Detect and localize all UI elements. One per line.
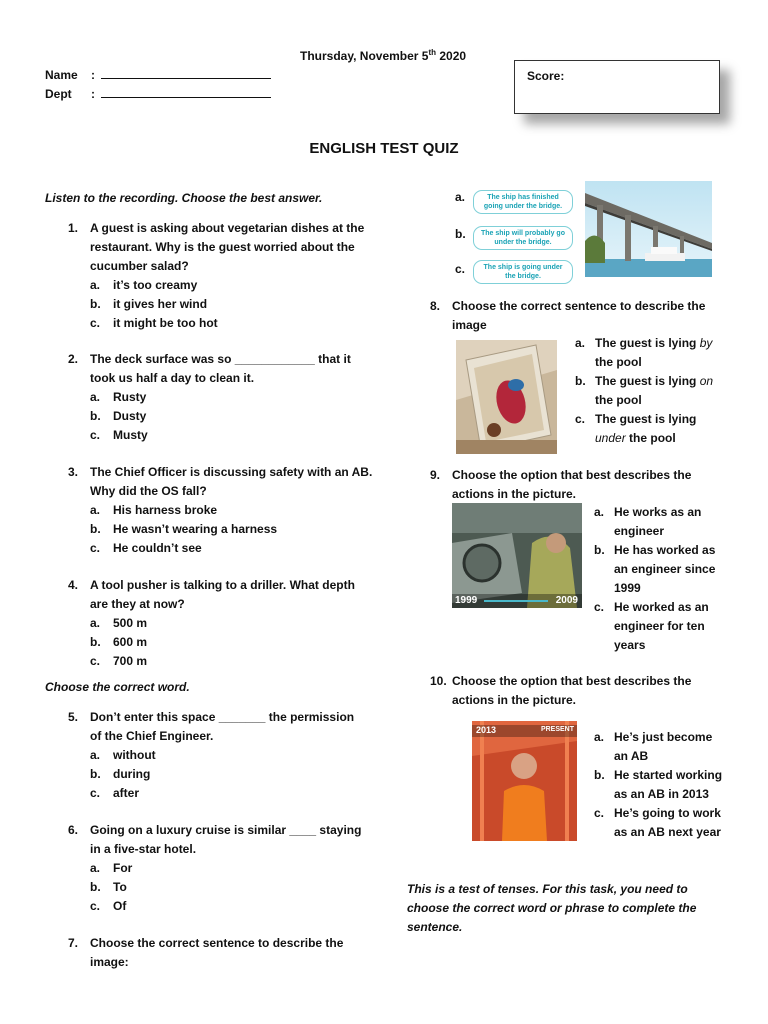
question-8 <box>430 297 730 335</box>
question-number: 4. <box>68 578 79 592</box>
question-stem-line: in a five-star hotel. <box>90 842 197 856</box>
answer-option[interactable] <box>68 276 388 295</box>
option-text-line: He has worked as <box>614 543 716 557</box>
option-text: Dusty <box>113 409 147 423</box>
option-text: To <box>113 880 127 894</box>
dept-colon: : <box>91 87 95 101</box>
question-number: 1. <box>68 221 79 235</box>
option-letter: c. <box>594 806 605 820</box>
question-number: 2. <box>68 352 79 366</box>
timeline-start-label: 2013 <box>476 725 497 735</box>
option-letter: a. <box>594 505 605 519</box>
answer-option[interactable] <box>68 295 388 314</box>
emphasized-word: on <box>699 374 714 388</box>
answer-option[interactable] <box>68 859 388 878</box>
instruction-correct-word: Choose the correct word. <box>45 680 190 694</box>
option-letter: b. <box>90 635 101 649</box>
question-number: 8. <box>430 299 441 313</box>
option-text: 600 m <box>113 635 148 649</box>
answer-option[interactable] <box>68 520 388 539</box>
option-text-line: He works as an <box>614 505 702 519</box>
option-letter: c. <box>90 541 101 555</box>
option-text: the pool <box>595 393 642 407</box>
answer-option[interactable] <box>594 728 744 766</box>
date-year: 2020 <box>436 49 467 63</box>
note-line: sentence. <box>407 920 463 934</box>
answer-option[interactable] <box>68 388 388 407</box>
answer-option[interactable] <box>68 539 388 558</box>
pool-guest-image <box>456 340 557 454</box>
answer-option[interactable] <box>594 503 734 541</box>
question-stem-line: cucumber salad? <box>90 259 189 273</box>
option-text: after <box>113 786 140 800</box>
quiz-title: ENGLISH TEST QUIZ <box>309 140 459 157</box>
question-number: 5. <box>68 710 79 724</box>
note-line: This is a test of tenses. For this task, you need to <box>407 882 688 896</box>
option-text: He couldn’t see <box>113 541 202 555</box>
timeline-start-label: 1999 <box>455 595 478 606</box>
answer-option[interactable] <box>68 746 388 765</box>
option-text: The guest is lying <box>595 336 700 350</box>
question-number: 7. <box>68 936 79 950</box>
score-label: Score: <box>527 69 565 83</box>
question-3 <box>68 463 388 558</box>
question-number: 3. <box>68 465 79 479</box>
question-1 <box>68 219 388 333</box>
question-stem-line: restaurant. Why is the guest worried about the <box>90 240 355 254</box>
question-stem-line: of the Chief Engineer. <box>90 729 214 743</box>
option-text: Musty <box>113 428 148 442</box>
question-2 <box>68 350 388 445</box>
option-text: 500 m <box>113 616 148 630</box>
q7-option-b-box[interactable]: The ship will probably go under the bridge. <box>473 226 573 250</box>
answer-option[interactable] <box>68 614 388 633</box>
option-text-line <box>595 391 725 410</box>
emphasized-word: by <box>699 336 713 350</box>
name-field <box>45 67 271 82</box>
answer-option[interactable] <box>68 784 388 803</box>
q7-option-letter-a: a. <box>455 190 466 204</box>
option-text: during <box>113 767 151 781</box>
answer-option[interactable] <box>68 501 388 520</box>
option-text-line <box>595 372 725 391</box>
option-letter: a. <box>594 730 605 744</box>
option-letter: b. <box>594 768 605 782</box>
q10-options <box>594 728 744 842</box>
option-letter: b. <box>90 297 101 311</box>
q7-option-a-box[interactable]: The ship has finished going under the bridge. <box>473 190 573 214</box>
option-text-line: He’s just become <box>614 730 713 744</box>
question-stem-line: Choose the option that best describes the <box>452 674 692 688</box>
timeline-end-label: PRESENT <box>540 726 574 733</box>
option-text: His harness broke <box>113 503 218 517</box>
question-5 <box>68 708 388 803</box>
option-text-line: an AB <box>614 749 649 763</box>
option-text-line: as an AB next year <box>614 825 721 839</box>
option-letter: a. <box>90 278 101 292</box>
question-7 <box>68 934 388 972</box>
answer-option[interactable] <box>575 410 725 448</box>
answer-option[interactable] <box>68 652 388 671</box>
q7-option-c-box[interactable]: The ship is going under the bridge. <box>473 260 573 284</box>
date-suffix: th <box>428 48 437 57</box>
q8-options <box>575 334 725 448</box>
date-text: Thursday, November 5 <box>300 49 429 63</box>
dept-blank[interactable] <box>101 86 271 98</box>
answer-option[interactable] <box>68 407 388 426</box>
question-stem-line: A guest is asking about vegetarian dishes at the <box>90 221 365 235</box>
option-letter: c. <box>90 654 101 668</box>
option-letter: b. <box>575 374 586 388</box>
option-text: the pool <box>595 355 642 369</box>
option-letter: b. <box>90 522 101 536</box>
option-text-line: He worked as an <box>614 600 709 614</box>
option-text: Rusty <box>113 390 147 404</box>
option-text: He wasn’t wearing a harness <box>113 522 278 536</box>
q7-option-letter-c: c. <box>455 262 466 276</box>
question-6 <box>68 821 388 916</box>
option-letter: c. <box>90 786 101 800</box>
option-letter: c. <box>90 316 101 330</box>
test-date <box>300 48 466 63</box>
answer-option[interactable] <box>575 372 725 410</box>
option-text-line: He started working <box>614 768 723 782</box>
bridge-image <box>585 181 712 277</box>
option-letter: b. <box>90 880 101 894</box>
option-text: The guest is lying <box>595 374 700 388</box>
question-stem-line: A tool pusher is talking to a driller. What depth <box>90 578 355 592</box>
instruction-listening: Listen to the recording. Choose the best answer. <box>45 191 323 205</box>
score-box[interactable] <box>514 60 720 114</box>
question-stem-line: Going on a luxury cruise is similar ____ staying <box>90 823 362 837</box>
answer-option[interactable] <box>68 314 388 333</box>
engineer-image <box>452 503 582 608</box>
question-number: 6. <box>68 823 79 837</box>
question-stem-line: are they at now? <box>90 597 185 611</box>
tenses-note <box>407 880 747 937</box>
question-stem-line: The Chief Officer is discussing safety with an AB. <box>90 465 373 479</box>
option-letter: b. <box>594 543 605 557</box>
answer-option[interactable] <box>594 598 734 655</box>
option-text: the pool <box>625 431 676 445</box>
option-letter: a. <box>90 616 101 630</box>
answer-option[interactable] <box>575 334 725 372</box>
name-label: Name <box>45 68 78 82</box>
q7-option-letter-b: b. <box>455 227 466 241</box>
name-colon: : <box>91 68 95 82</box>
question-9 <box>430 466 730 504</box>
answer-option[interactable] <box>594 766 744 804</box>
timeline-end-label: 2009 <box>555 595 578 606</box>
option-text-line: engineer for ten <box>614 619 705 633</box>
option-letter: c. <box>594 600 605 614</box>
option-text: it gives her wind <box>113 297 208 311</box>
question-10 <box>430 672 730 710</box>
dept-label: Dept <box>45 87 72 101</box>
question-number: 10. <box>430 674 447 688</box>
question-stem-line: took us half a day to clean it. <box>90 371 255 385</box>
option-letter: a. <box>90 503 101 517</box>
dept-field <box>45 86 271 101</box>
option-letter: c. <box>575 412 586 426</box>
answer-option[interactable] <box>594 541 734 598</box>
option-text: it might be too hot <box>113 316 218 330</box>
question-stem-line: Choose the correct sentence to describe the <box>90 936 344 950</box>
question-number: 9. <box>430 468 441 482</box>
option-letter: a. <box>90 861 101 875</box>
question-4 <box>68 576 388 671</box>
emphasized-word: under <box>595 431 626 445</box>
option-letter: c. <box>90 428 101 442</box>
option-text: For <box>113 861 133 875</box>
option-letter: b. <box>90 409 101 423</box>
answer-option[interactable] <box>68 897 388 916</box>
name-blank[interactable] <box>101 67 271 79</box>
question-stem-line: Don’t enter this space _______ the permission <box>90 710 355 724</box>
answer-option[interactable] <box>68 426 388 445</box>
option-text: 700 m <box>113 654 148 668</box>
option-text-line: years <box>614 638 646 652</box>
option-text-line <box>595 429 725 448</box>
ab-worker-image <box>472 721 577 841</box>
answer-option[interactable] <box>68 765 388 784</box>
answer-option[interactable] <box>68 878 388 897</box>
option-text-line: engineer <box>614 524 665 538</box>
option-text-line <box>595 410 725 429</box>
option-text: it’s too creamy <box>113 278 198 292</box>
question-stem-line: Why did the OS fall? <box>90 484 207 498</box>
question-stem-line: image: <box>90 955 129 969</box>
option-text-line <box>595 353 725 372</box>
option-letter: a. <box>575 336 586 350</box>
option-text: without <box>113 748 156 762</box>
option-letter: c. <box>90 899 101 913</box>
question-stem-line: Choose the option that best describes the <box>452 468 692 482</box>
q9-options <box>594 503 734 655</box>
option-text-line: 1999 <box>614 581 641 595</box>
question-stem-line: image <box>452 318 487 332</box>
question-stem-line: actions in the picture. <box>452 487 577 501</box>
option-text: The guest is lying <box>595 412 697 426</box>
option-text: Of <box>113 899 127 913</box>
question-stem-line: Choose the correct sentence to describe the <box>452 299 706 313</box>
answer-option[interactable] <box>68 633 388 652</box>
option-letter: b. <box>90 767 101 781</box>
option-text-line: as an AB in 2013 <box>614 787 709 801</box>
answer-option[interactable] <box>594 804 744 842</box>
option-text-line: an engineer since <box>614 562 716 576</box>
option-text-line <box>595 334 725 353</box>
option-letter: a. <box>90 390 101 404</box>
question-stem-line: actions in the picture. <box>452 693 577 707</box>
option-text-line: He’s going to work <box>614 806 721 820</box>
question-stem-line: The deck surface was so ____________ that it <box>90 352 351 366</box>
note-line: choose the correct word or phrase to complete the <box>407 901 697 915</box>
option-letter: a. <box>90 748 101 762</box>
